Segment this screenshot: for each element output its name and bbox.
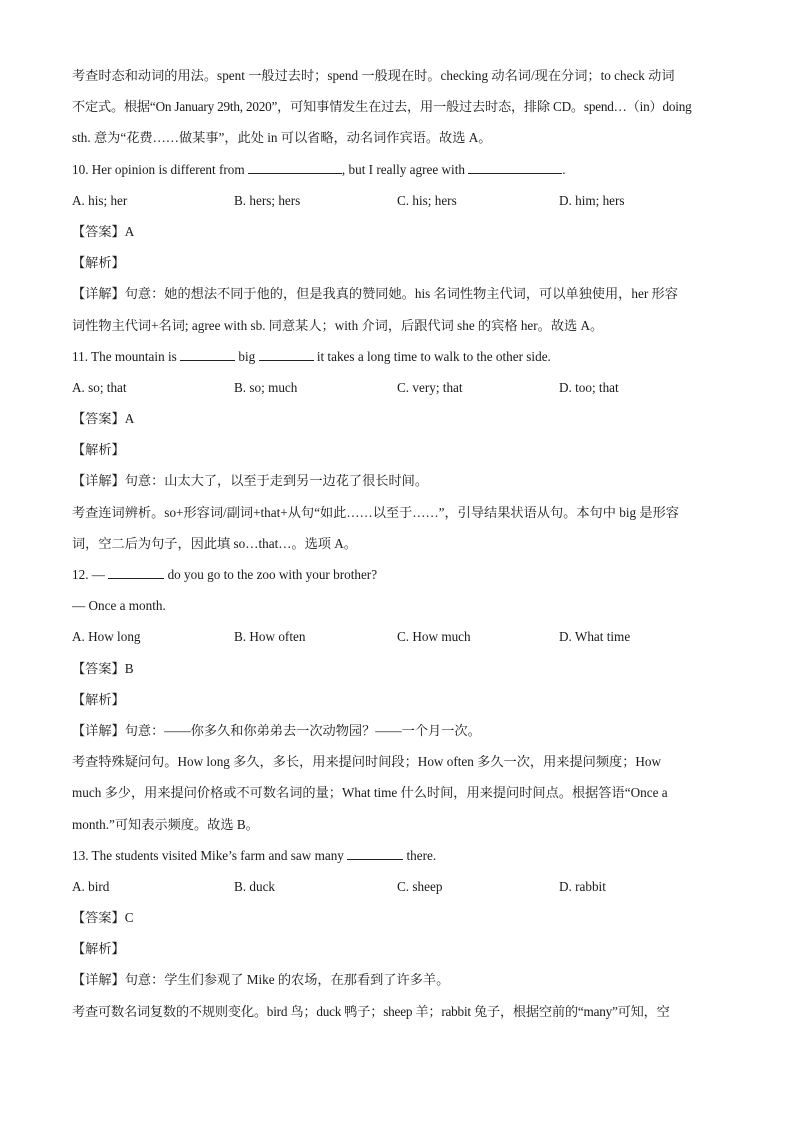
option-d: D. too; that (559, 379, 619, 395)
answer-blank (248, 161, 342, 174)
text-line: sth. 意为“花费……做某事”，此处 in 可以省略，动名词作宾语。故选 A。 (72, 130, 492, 146)
question-stem: 13. The students visited Mike’s farm and saw many there. (72, 847, 437, 863)
detail-text: 词，空二后为句子，因此填 so…that…。选项 A。 (72, 535, 357, 551)
options-row (72, 871, 724, 902)
question-stem: 10. Her opinion is different from , but I really agree with . (72, 161, 566, 177)
option-b: B. How often (234, 629, 306, 645)
option-c: C. very; that (397, 379, 463, 395)
question-stem: 12. — do you go to the zoo with your brother? (72, 567, 378, 582)
detail-text: 考查连词辨析。so+形容词/副词+that+从句“如此……以至于……”，引导结果状语从句。本句中 big 是形容 (72, 504, 679, 520)
option-a: A. bird (72, 878, 110, 894)
detail-text: 词性物主代词+名词; agree with sb. 同意某人；with 介词，后跟代词 she 的宾格 her。故选 A。 (72, 317, 604, 333)
detail-text: month.”可知表示频度。故选 B。 (72, 816, 259, 832)
analysis-label: 【解析】 (72, 691, 125, 707)
q9-explanation (72, 60, 724, 154)
answer-label: 【答案】A (72, 223, 135, 239)
document-page (72, 60, 724, 1027)
detail-text: 考查可数名词复数的不规则变化。bird 鸟；duck 鸭子；sheep 羊；rabbit 兔子，根据空前的“many”可知，空 (72, 1003, 670, 1019)
answer-blank (108, 566, 164, 579)
option-b: B. so; much (234, 379, 298, 395)
options-row (72, 372, 724, 403)
text-line: 不定式。根据“On January 29th, 2020”，可知事情发生在过去，用一般过去时态，排除 CD。spend…（in）doing (72, 99, 692, 115)
option-d: D. What time (559, 629, 631, 645)
question-stem: 11. The mountain is big it takes a long time to walk to the other side. (72, 348, 551, 364)
analysis-label: 【解析】 (72, 442, 125, 458)
option-d: D. rabbit (559, 878, 606, 894)
option-d: D. him; hers (559, 192, 625, 208)
options-row (72, 185, 724, 216)
answer-blank (180, 348, 235, 361)
question-12 (72, 559, 724, 840)
detail-text: 考查特殊疑问句。How long 多久，多长，用来提问时间段；How often 多久一次，用来提问频度；How (72, 754, 662, 770)
detail-text: 【详解】句意：山太大了，以至于走到另一边花了很长时间。 (72, 473, 429, 489)
question-10 (72, 154, 724, 341)
option-c: C. sheep (397, 878, 443, 894)
answer-blank (347, 847, 403, 860)
option-b: B. duck (234, 878, 276, 894)
detail-text: 【详解】句意：——你多久和你弟弟去一次动物园？——一个月一次。 (72, 722, 481, 738)
option-c: C. How much (397, 629, 471, 645)
question-11 (72, 341, 724, 559)
answer-blank (259, 348, 314, 361)
option-b: B. hers; hers (234, 192, 301, 208)
detail-text: 【详解】句意：学生们参观了 Mike 的农场，在那看到了许多羊。 (72, 972, 450, 988)
options-row (72, 621, 724, 652)
detail-text: 【详解】句意：她的想法不同于他的，但是我真的赞同她。his 名词性物主代词，可以单独使用，her 形容 (72, 286, 678, 302)
answer-blank (468, 161, 562, 174)
option-a: A. so; that (72, 379, 127, 395)
question-13 (72, 840, 724, 1027)
detail-text: much 多少，用来提问价格或不可数名词的量；What time 什么时间，用来提问时间点。根据答语“Once a (72, 785, 668, 801)
option-c: C. his; hers (397, 192, 457, 208)
answer-label: 【答案】B (72, 660, 134, 676)
option-a: A. How long (72, 629, 141, 645)
text-line: 考查时态和动词的用法。spent 一般过去时；spend 一般现在时。checking 动名词/现在分词；to check 动词 (72, 68, 675, 83)
answer-label: 【答案】C (72, 910, 134, 926)
analysis-label: 【解析】 (72, 255, 125, 271)
option-a: A. his; her (72, 192, 128, 208)
analysis-label: 【解析】 (72, 941, 125, 957)
dialogue-reply: — Once a month. (72, 598, 166, 614)
answer-label: 【答案】A (72, 411, 135, 427)
